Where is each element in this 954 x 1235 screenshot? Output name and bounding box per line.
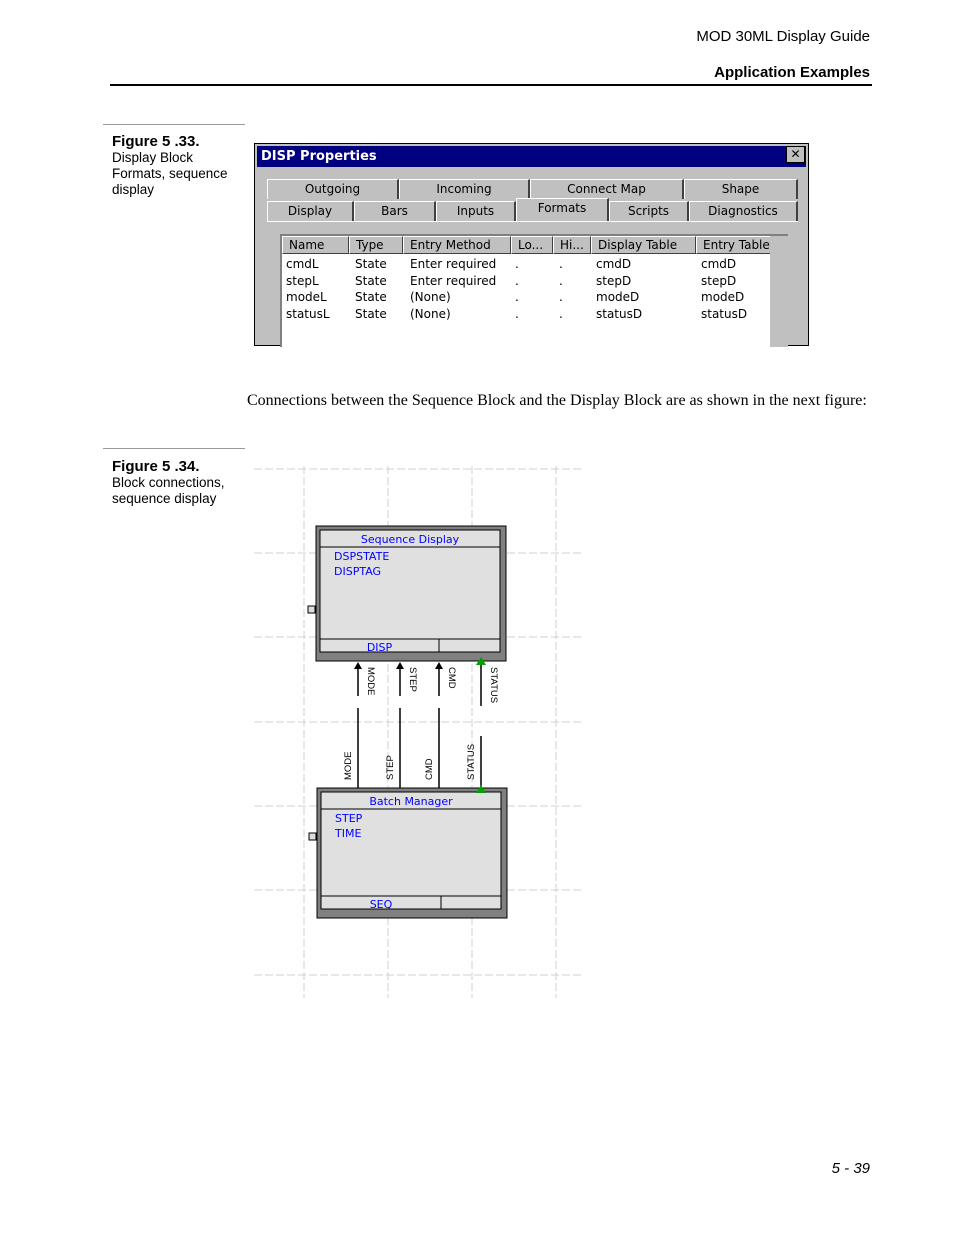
formats-list[interactable] [280,234,788,347]
list-cell[interactable]: (None) [410,306,451,321]
list-cell[interactable]: cmdL [286,257,319,271]
list-cell[interactable]: . [559,306,563,321]
upper-block-title: Sequence Display [360,533,460,546]
list-cell[interactable]: modeD [701,290,745,304]
figure-33-text: Display Block Formats, sequence display [112,150,228,197]
figure-34-caption [112,459,247,507]
figure-34-number: Figure 5 .34. [112,458,200,475]
tab-bars[interactable]: Bars [354,201,436,221]
list-cell[interactable]: stepL [286,273,319,288]
column-header-type[interactable]: Type [349,236,403,254]
list-cell[interactable]: State [355,273,387,288]
list-cell[interactable]: . [515,306,519,321]
list-cell[interactable]: cmdD [701,257,737,271]
dialog-title-bar[interactable] [257,146,806,167]
list-cell[interactable]: stepD [701,273,737,288]
lower-block-item: STEP [335,812,363,825]
list-cell[interactable]: State [355,306,387,321]
upper-block-footer: DISP [366,641,393,654]
list-cell[interactable]: modeD [596,290,640,304]
vertical-scrollbar[interactable] [770,236,788,347]
upper-block-item: DISPTAG [334,565,382,578]
list-cell[interactable]: State [355,290,387,304]
pin-label-step-in: STEP [407,667,418,692]
body-paragraph: Connections between the Sequence Block and the Display Block are as shown in the next figure: [247,392,867,409]
column-header-entry-method[interactable]: Entry Method [403,236,511,254]
lower-block-item: TIME [335,827,362,840]
tab-shape[interactable]: Shape [684,179,798,199]
figure-33-number: Figure 5 .33. [112,133,200,150]
list-cell[interactable]: statusL [286,306,330,321]
list-cell[interactable]: . [559,257,563,271]
pin-label-status-out: STATUS [466,743,477,780]
upper-block-item: DSPSTATE [334,550,390,563]
tab-connect-map[interactable]: Connect Map [530,179,684,199]
document-title: MOD 30ML Display Guide [696,28,870,45]
column-header-display-table[interactable]: Display Table [591,236,696,254]
list-cell[interactable]: statusD [701,306,748,321]
header-rule [110,84,872,86]
list-cell[interactable]: . [515,257,519,271]
list-cell[interactable]: stepD [596,273,632,288]
list-cell[interactable]: . [515,273,519,288]
list-cell[interactable]: modeL [286,290,327,304]
dialog-title: DISP Properties [261,149,377,164]
list-cell[interactable]: Enter required [410,257,497,271]
column-header-entry-table[interactable]: Entry Table [696,236,788,254]
tab-scripts[interactable]: Scripts [609,201,689,221]
pin-label-step-out: STEP [385,755,396,780]
tab-display[interactable]: Display [267,201,354,221]
tab-incoming[interactable]: Incoming [399,179,530,199]
pin-label-mode-in: MODE [365,667,376,696]
caption-rule [103,124,245,125]
list-cell[interactable]: State [355,257,387,271]
pin-label-cmd-out: CMD [424,758,435,780]
tab-outgoing[interactable]: Outgoing [267,179,399,199]
pin-label-status-in: STATUS [488,667,499,704]
list-cell[interactable]: statusD [596,306,643,321]
list-cell[interactable]: (None) [410,290,451,304]
column-header-name[interactable]: Name [282,236,349,254]
pin-label-cmd-in: CMD [446,667,457,689]
column-header-lo[interactable]: Lo... [511,236,553,254]
figure-34-text: Block connections, sequence display [112,475,225,506]
list-cell[interactable]: cmdD [596,257,632,271]
column-header-hi[interactable]: Hi... [553,236,591,254]
list-cell[interactable]: . [559,273,563,288]
tab-formats[interactable]: Formats [516,198,609,222]
list-cell[interactable]: . [515,290,519,304]
tab-inputs[interactable]: Inputs [436,201,516,221]
disp-properties-dialog [254,143,809,346]
lower-block-footer: SEQ [369,898,393,911]
tab-panel-edge [267,221,798,222]
section-title: Application Examples [714,64,870,81]
list-cell[interactable]: . [559,290,563,304]
block-connections-diagram [254,466,584,998]
list-cell[interactable]: Enter required [410,273,497,288]
figure-33-caption [112,134,247,198]
page-number: 5 - 39 [831,1160,870,1177]
pin-label-mode-out: MODE [343,751,354,780]
lower-block-title: Batch Manager [369,795,453,808]
tab-diagnostics[interactable]: Diagnostics [689,201,798,221]
caption-rule [103,448,245,449]
close-icon[interactable]: ✕ [786,146,805,163]
